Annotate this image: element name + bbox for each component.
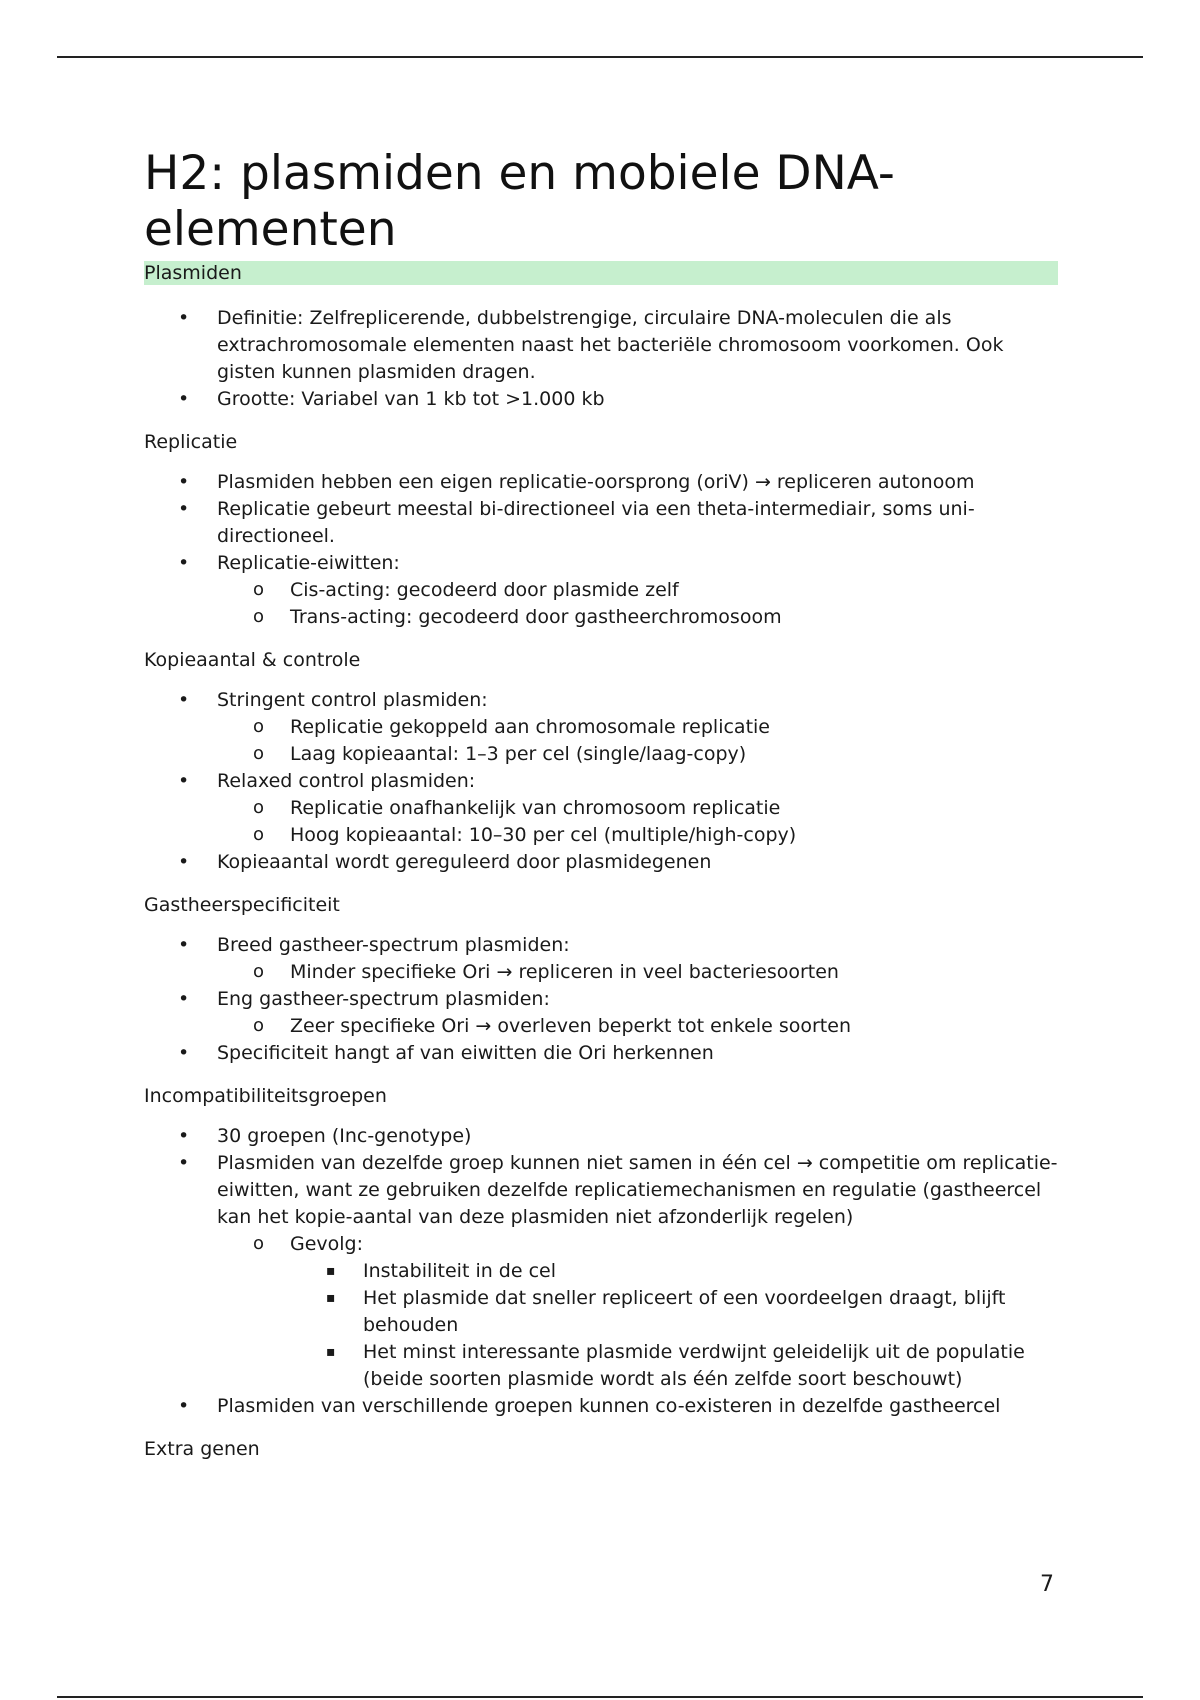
list-item: o Replicatie gekoppeld aan chromosomale replicatie — [217, 714, 1058, 741]
bullet-icon: • — [178, 552, 190, 574]
list-item: o Hoog kopieaantal: 10–30 per cel (multiple/high-copy) — [217, 822, 1058, 849]
square-bullet-icon: ▪ — [326, 1263, 336, 1279]
kopieaantal-list — [144, 687, 1058, 876]
breed-sublist — [217, 959, 1058, 986]
circle-bullet-icon: o — [253, 824, 265, 845]
bullet-icon: • — [178, 1152, 190, 1174]
circle-bullet-icon: o — [253, 1233, 265, 1254]
circle-bullet-icon: o — [253, 961, 265, 982]
page-title-line-1: H2: plasmiden en mobiele DNA- — [144, 146, 895, 201]
gastheer-list — [144, 932, 1058, 1067]
replicatie-list — [144, 469, 1058, 631]
footer-rule — [57, 1696, 1143, 1698]
square-bullet-icon: ▪ — [326, 1344, 336, 1360]
list-item: • 30 groepen (Inc-genotype) — [144, 1123, 1058, 1150]
plasmiden-list — [144, 305, 1058, 413]
list-item: ▪ Het plasmide dat sneller repliceert of een voordeelgen draagt, blijft behouden — [326, 1287, 1006, 1336]
list-item: • Plasmiden van dezelfde groep kunnen niet samen in één cel → competitie om replicatie-eiwitten, want ze gebruiken dezelfde replicatiemechanismen en regulatie (gastheercel kan het kopie-aantal van deze plasmiden niet afzonderlijk regelen) o Gevolg: ▪ Instabiliteit in de cel ▪ Het plasmide dat sneller repliceert of een voordeelgen draagt, blijft behouden ▪ Het minst interessante plasmide verdwijnt geleidelijk uit de populatie (beide soorten plasmide wordt als één zelfde soort beschouwt) — [144, 1150, 1058, 1393]
bullet-icon: • — [178, 307, 190, 329]
list-item: o Cis-acting: gecodeerd door plasmide zelf — [217, 577, 1058, 604]
list-item: ▪ Het minst interessante plasmide verdwijnt geleidelijk uit de populatie (beide soorten plasmide wordt als één zelfde soort beschouwt) — [326, 1341, 1025, 1390]
list-item: • Breed gastheer-spectrum plasmiden: o Minder specifieke Ori → repliceren in veel bacteriesoorten — [144, 932, 1058, 986]
list-item: o Gevolg: ▪ Instabiliteit in de cel ▪ Het plasmide dat sneller repliceert of een voordeelgen draagt, blijft behouden ▪ Het minst interessante plasmide verdwijnt geleidelijk uit de populatie (beide soorten plasmide wordt als één zelfde soort beschouwt) — [217, 1231, 1058, 1393]
document-body — [144, 146, 1058, 1462]
bullet-icon: • — [178, 770, 190, 792]
bullet-icon: • — [178, 1395, 190, 1417]
list-item: o Laag kopieaantal: 1–3 per cel (single/laag-copy) — [217, 741, 1058, 768]
bullet-icon: • — [178, 689, 190, 711]
page-title — [144, 146, 1058, 258]
list-item: o Minder specifieke Ori → repliceren in veel bacteriesoorten — [217, 959, 1058, 986]
bullet-icon: • — [178, 1042, 190, 1064]
list-item: • Plasmiden hebben een eigen replicatie-oorsprong (oriV) → repliceren autonoom — [144, 469, 1058, 496]
bullet-icon: • — [178, 388, 190, 410]
list-item: o Zeer specifieke Ori → overleven beperkt tot enkele soorten — [217, 1013, 1058, 1040]
highlighted-heading-plasmiden: Plasmiden — [144, 261, 1058, 285]
page-number: 7 — [1040, 1572, 1054, 1597]
relaxed-sublist — [217, 795, 1058, 849]
gevolg-sublist — [290, 1258, 1058, 1393]
bullet-icon: • — [178, 498, 190, 520]
circle-bullet-icon: o — [253, 797, 265, 818]
replicatie-sublist — [217, 577, 1058, 631]
stringent-sublist — [217, 714, 1058, 768]
bullet-icon: • — [178, 471, 190, 493]
eng-sublist — [217, 1013, 1058, 1040]
list-item: ▪ Instabiliteit in de cel — [290, 1258, 1058, 1285]
list-item: • Relaxed control plasmiden: o Replicatie onafhankelijk van chromosoom replicatie o Hoog kopieaantal: 10–30 per cel (multiple/high-copy) — [144, 768, 1058, 849]
list-item: o Replicatie onafhankelijk van chromosoom replicatie — [217, 795, 1058, 822]
bullet-icon: • — [178, 1125, 190, 1147]
list-item: • Eng gastheer-spectrum plasmiden: o Zeer specifieke Ori → overleven beperkt tot enkele soorten — [144, 986, 1058, 1040]
list-item: • Specificiteit hangt af van eiwitten die Ori herkennen — [144, 1040, 1058, 1067]
bullet-icon: • — [178, 934, 190, 956]
incompat-sublist — [217, 1231, 1058, 1393]
incompat-list — [144, 1123, 1058, 1420]
section-title-extra-genen: Extra genen — [144, 1438, 260, 1460]
section-title-replicatie: Replicatie — [144, 431, 238, 453]
section-title-gastheer: Gastheerspecificiteit — [144, 894, 340, 916]
circle-bullet-icon: o — [253, 606, 265, 627]
list-item: • Plasmiden van verschillende groepen kunnen co-existeren in dezelfde gastheercel — [144, 1393, 1058, 1420]
circle-bullet-icon: o — [253, 579, 265, 600]
circle-bullet-icon: o — [253, 716, 265, 737]
list-item: • Kopieaantal wordt gereguleerd door plasmidegenen — [144, 849, 1058, 876]
section-title-incompat: Incompatibiliteitsgroepen — [144, 1085, 387, 1107]
circle-bullet-icon: o — [253, 1015, 265, 1036]
list-item: • Stringent control plasmiden: o Replicatie gekoppeld aan chromosomale replicatie o Laag kopieaantal: 1–3 per cel (single/laag-copy) — [144, 687, 1058, 768]
list-item: • Replicatie-eiwitten: o Cis-acting: gecodeerd door plasmide zelf o Trans-acting: gecodeerd door gastheerchromosoom — [144, 550, 1058, 631]
list-item: • Definitie: Zelfreplicerende, dubbelstrengige, circulaire DNA-moleculen die als extrachromosomale elementen naast het bacteriële chromosoom voorkomen. Ook gisten kunnen plasmiden dragen. — [178, 307, 1004, 383]
bullet-icon: • — [178, 988, 190, 1010]
square-bullet-icon: ▪ — [326, 1290, 336, 1306]
bullet-icon: • — [178, 851, 190, 873]
section-title-kopieaantal: Kopieaantal & controle — [144, 649, 361, 671]
list-item: • Replicatie gebeurt meestal bi-directioneel via een theta-intermediair, soms uni-directioneel. — [178, 498, 975, 547]
header-rule — [57, 56, 1143, 58]
page-title-line-2: elementen — [144, 202, 397, 257]
list-item: o Trans-acting: gecodeerd door gastheerchromosoom — [217, 604, 1058, 631]
list-item: • Grootte: Variabel van 1 kb tot >1.000 kb — [144, 386, 1058, 413]
circle-bullet-icon: o — [253, 743, 265, 764]
